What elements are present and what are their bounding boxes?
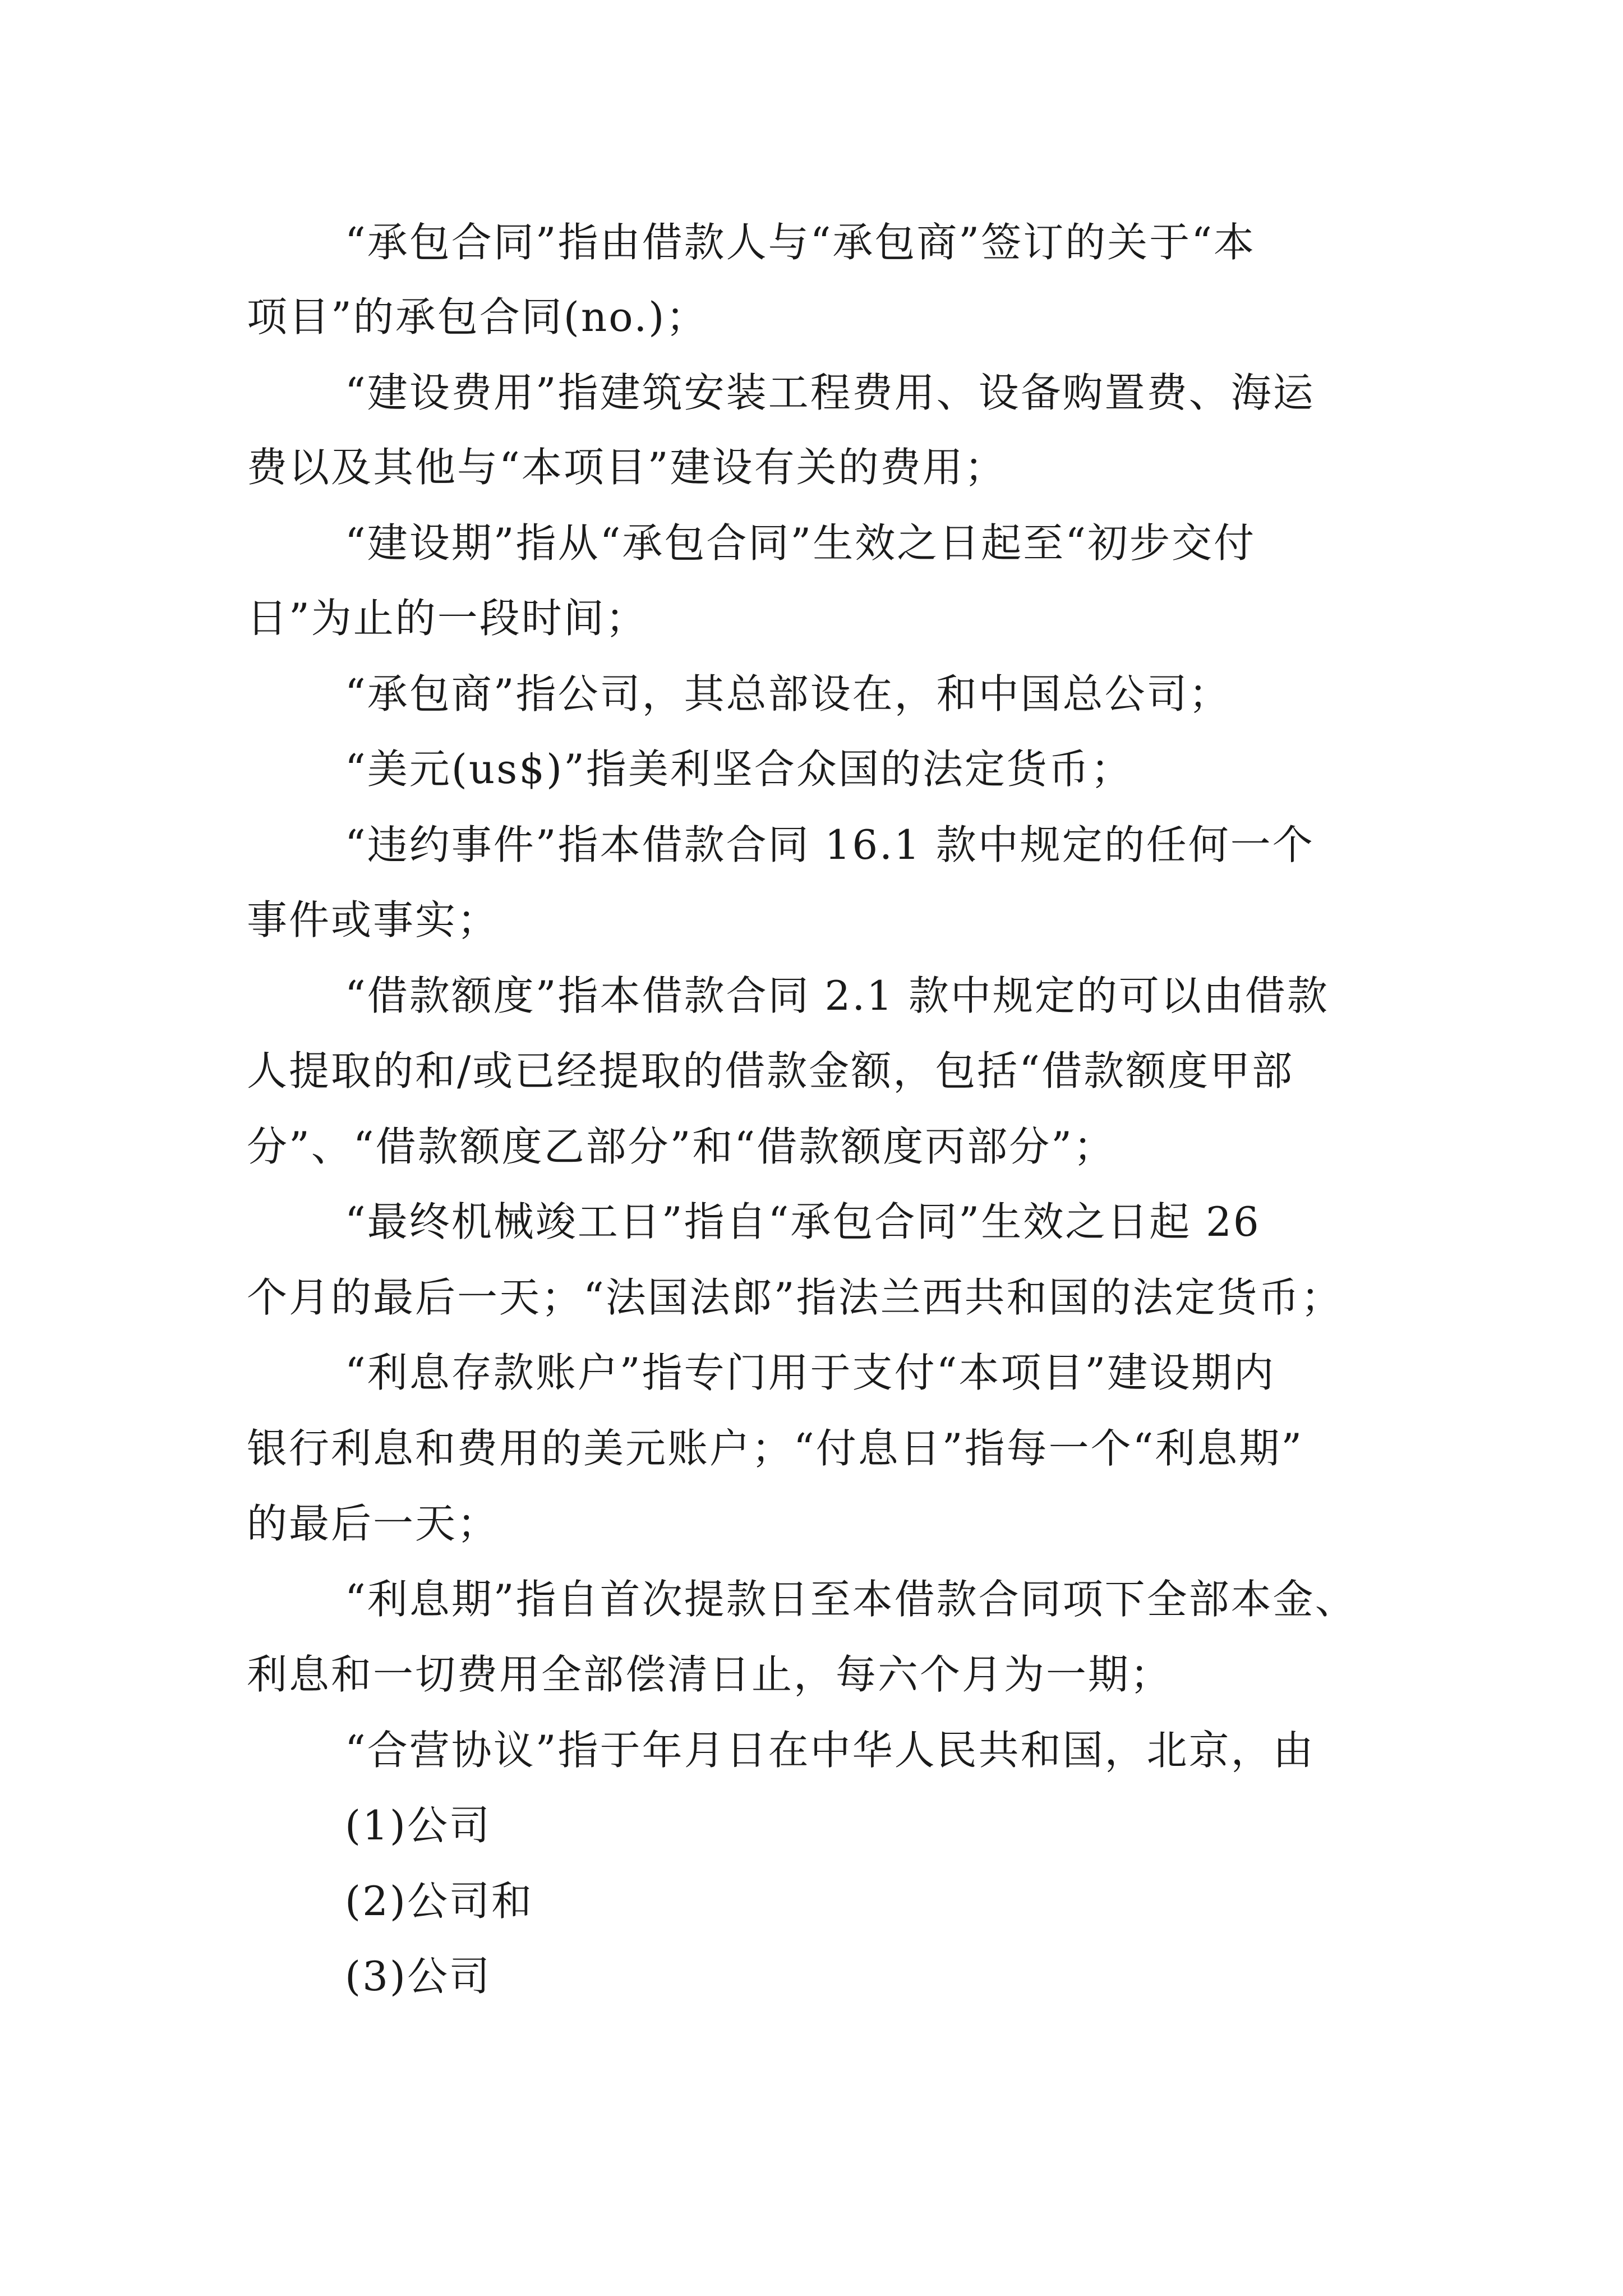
definition-completion-date-line-2: 个月的最后一天；“法国法郎”指法兰西共和国的法定货币； — [247, 1274, 1343, 1321]
definition-joint-venture: “合营协议”指于年月日在中华人民共和国，北京，由 — [345, 1727, 1315, 1774]
definition-default-event-line-2: 事件或事实； — [247, 896, 500, 944]
definition-interest-account-line-1: “利息存款账户”指专门用于支付“本项目”建设期内 — [345, 1349, 1276, 1396]
definition-construction-cost-line-1: “建设费用”指建筑安装工程费用、设备购置费、海运 — [345, 369, 1315, 416]
definition-default-event-line-1: “违约事件”指本借款合同 16.1 款中规定的任何一个 — [345, 821, 1315, 868]
party-item-1: (1)公司 — [345, 1802, 491, 1849]
party-item-2: (2)公司和 — [345, 1878, 533, 1925]
definition-interest-period-line-1: “利息期”指自首次提款日至本借款合同项下全部本金、 — [345, 1576, 1357, 1623]
definition-construction-period-line-1: “建设期”指从“承包合同”生效之日起至“初步交付 — [345, 519, 1256, 567]
definition-loan-amount-line-1: “借款额度”指本借款合同 2.1 款中规定的可以由借款 — [345, 972, 1329, 1019]
definition-completion-date-line-1: “最终机械竣工日”指自“承包合同”生效之日起 26 — [345, 1198, 1261, 1245]
definition-loan-amount-line-3: 分”、“借款额度乙部分”和“借款额度丙部分”； — [247, 1123, 1116, 1170]
definition-contract-line-1: “承包合同”指由借款人与“承包商”签订的关于“本 — [345, 219, 1256, 266]
definition-loan-amount-line-2: 人提取的和/或已经提取的借款金额，包括“借款额度甲部 — [247, 1047, 1294, 1094]
definition-contract-line-2: 项目”的承包合同(no.)； — [247, 293, 708, 341]
definition-contractor: “承包商”指公司，其总部设在，和中国总公司； — [345, 670, 1231, 717]
definition-construction-cost-line-2: 费以及其他与“本项目”建设有关的费用； — [247, 444, 1007, 491]
definition-usd: “美元(us$)”指美利坚合众国的法定货币； — [345, 746, 1133, 793]
definition-interest-period-line-2: 利息和一切费用全部偿清日止，每六个月为一期； — [247, 1651, 1173, 1698]
definition-construction-period-line-2: 日”为止的一段时间； — [247, 595, 648, 642]
definition-interest-account-line-2: 银行利息和费用的美元账户；“付息日”指每一个“利息期” — [247, 1425, 1304, 1472]
definition-interest-account-line-3: 的最后一天； — [247, 1500, 500, 1547]
party-item-3: (3)公司 — [345, 1953, 491, 2000]
